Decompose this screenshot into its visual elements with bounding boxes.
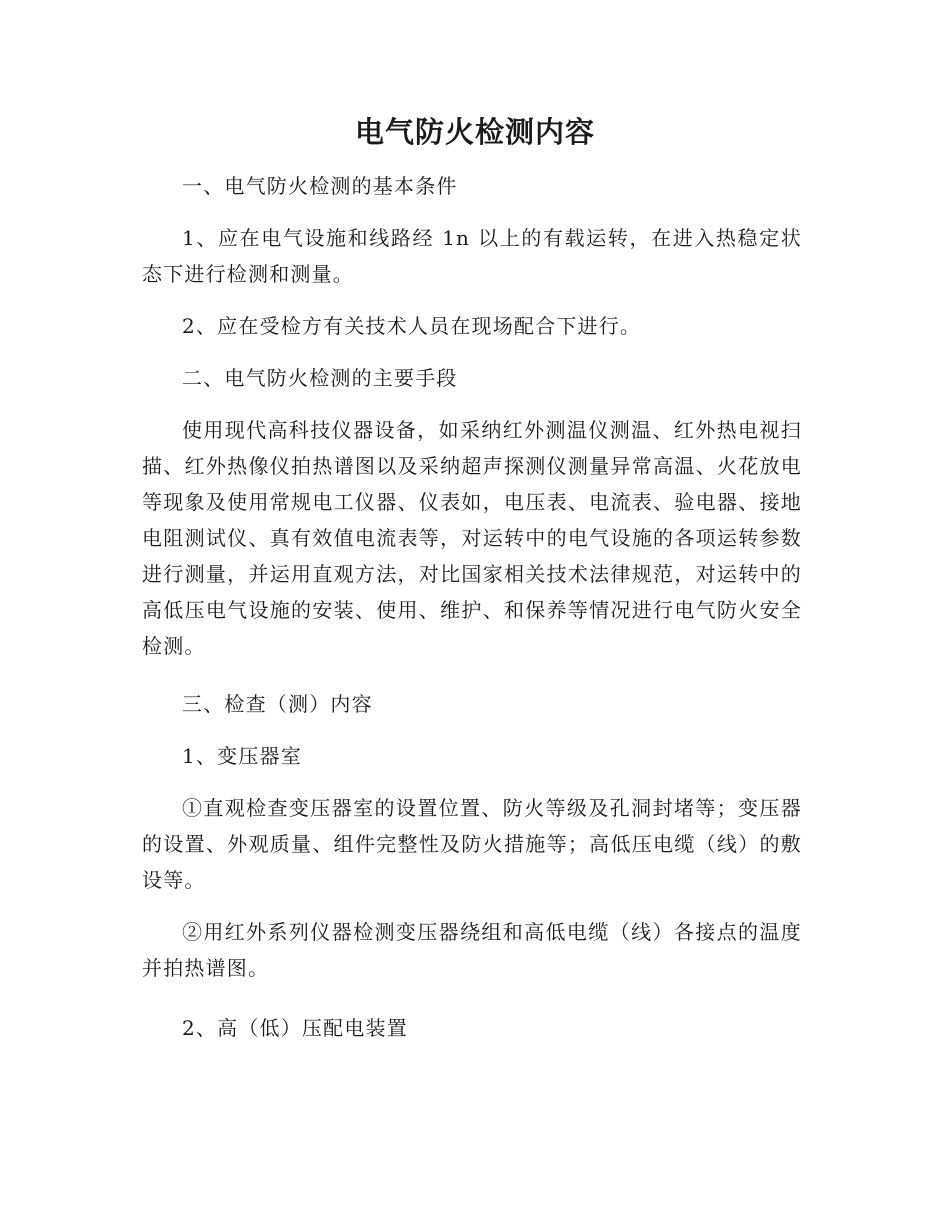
subsection-heading-transformer-room: 1、变压器室	[182, 744, 302, 768]
subsection-heading-distribution-equipment: 2、高（低）压配电装置	[182, 1016, 408, 1040]
document-title: 电气防火检测内容	[354, 115, 595, 149]
section-heading-main-methods: 二、电气防火检测的主要手段	[182, 366, 458, 390]
paragraph-condition-1: 1、应在电气设施和线路经 1n 以上的有载运转，在进入热稳定状态下进行检测和测量。	[142, 226, 802, 286]
section-heading-basic-conditions: 一、电气防火检测的基本条件	[182, 174, 458, 198]
section-heading-inspection-content: 三、检查（测）内容	[182, 692, 373, 716]
paragraph-condition-2: 2、应在受检方有关技术人员在现场配合下进行。	[182, 314, 642, 338]
paragraph-main-methods: 使用现代高科技仪器设备，如采纳红外测温仪测温、红外热电视扫描、红外热像仪拍热谱图以及采纳超声探测仪测量异常高温、火花放电等现象及使用常规电工仪器、仪表如，电压表、电流表、验电器、接地电阻测试仪、真有效值电流表等，对运转中的电气设施的各项运转参数进行测量，并运用直观方法，对比国家相关技术法律规范，对运转中的高低压电气设施的安装、使用、维护、和保养等情况进行电气防火安全检测。	[142, 418, 802, 658]
paragraph-transformer-visual-check: ①直观检查变压器室的设置位置、防火等级及孔洞封堵等；变压器的设置、外观质量、组件完整性及防火措施等；高低压电缆（线）的敷设等。	[142, 796, 802, 892]
paragraph-transformer-infrared-check: ②用红外系列仪器检测变压器绕组和高低电缆（线）各接点的温度并拍热谱图。	[142, 920, 802, 980]
